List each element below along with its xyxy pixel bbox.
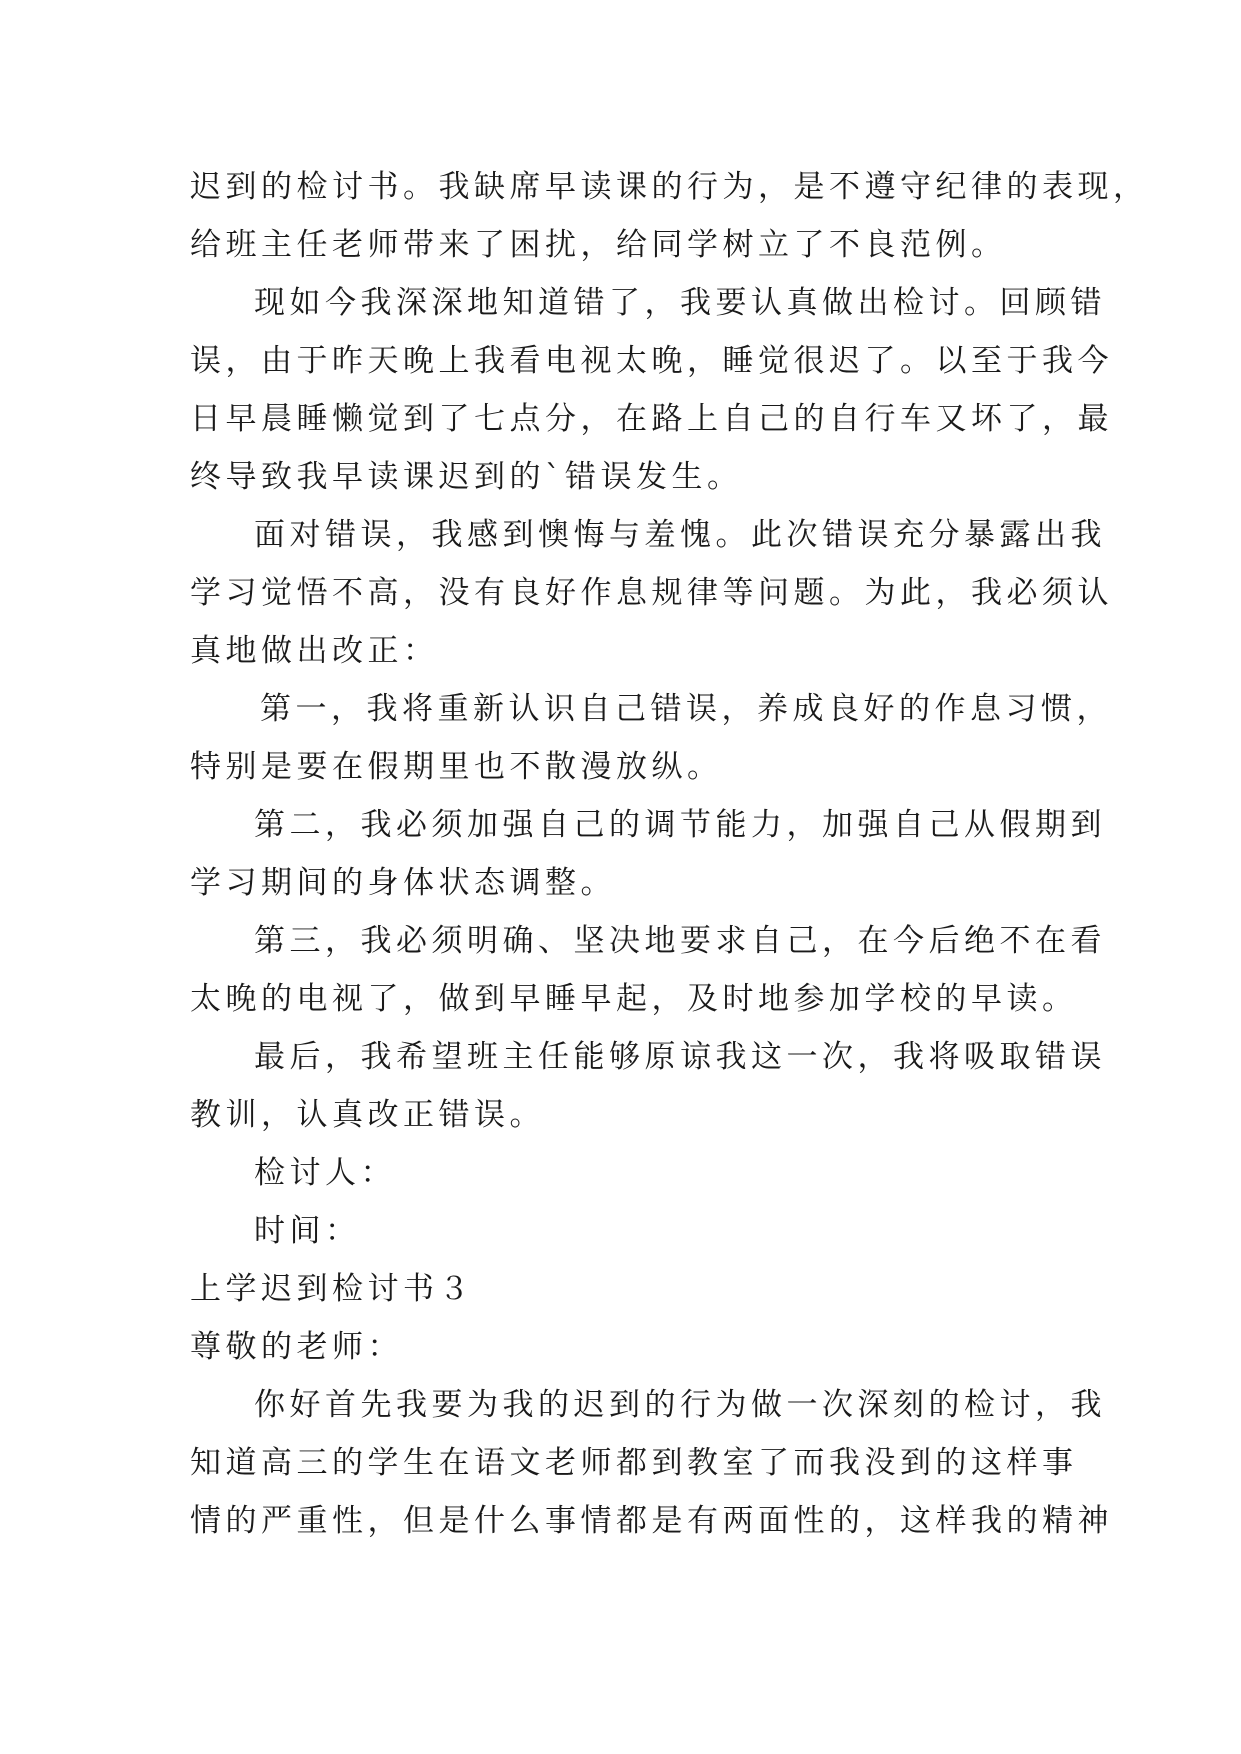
text-line: 知道高三的学生在语文老师都到教室了而我没到的这样事	[190, 1445, 1078, 1481]
section-title: 上学迟到检讨书３	[190, 1271, 474, 1307]
text-line: 学习期间的身体状态调整。	[190, 865, 616, 901]
signature-label: 检讨人：	[254, 1155, 396, 1191]
text-line: 情的严重性，但是什么事情都是有两面性的，这样我的精神	[190, 1503, 1113, 1539]
paragraph-start: 最后，我希望班主任能够原谅我这一次，我将吸取错误	[254, 1039, 1106, 1075]
text-line: 终导致我早读课迟到的`错误发生。	[190, 459, 743, 495]
paragraph-start: 面对错误，我感到懊悔与羞愧。此次错误充分暴露出我	[254, 517, 1106, 553]
salutation: 尊敬的老师：	[190, 1329, 403, 1365]
paragraph-start: 你好首先我要为我的迟到的行为做一次深刻的检讨，我	[254, 1387, 1106, 1423]
text-line: 迟到的检讨书。我缺席早读课的行为，是不遵守纪律的表现，	[190, 169, 1149, 205]
text-line: 给班主任老师带来了困扰，给同学树立了不良范例。	[190, 227, 1007, 263]
text-line: 太晚的电视了，做到早睡早起，及时地参加学校的早读。	[190, 981, 1078, 1017]
date-label: 时间：	[254, 1213, 361, 1249]
text-line: 特别是要在假期里也不散漫放纵。	[190, 749, 723, 785]
document-body	[190, 158, 1149, 1550]
text-line: 教训，认真改正错误。	[190, 1097, 545, 1133]
list-item-second: 第二，我必须加强自己的调节能力，加强自己从假期到	[254, 807, 1106, 843]
text-line: 日早晨睡懒觉到了七点分，在路上自己的自行车又坏了，最	[190, 401, 1113, 437]
paragraph-start: 现如今我深深地知道错了，我要认真做出检讨。回顾错	[254, 285, 1106, 321]
text-line: 学习觉悟不高，没有良好作息规律等问题。为此，我必须认	[190, 575, 1113, 611]
text-line: 真地做出改正：	[190, 633, 439, 669]
list-item-first: 第一，我将重新认识自己错误，养成良好的作息习惯，	[260, 691, 1112, 727]
list-item-third: 第三，我必须明确、坚决地要求自己，在今后绝不在看	[254, 923, 1106, 959]
text-line: 误，由于昨天晚上我看电视太晚，睡觉很迟了。以至于我今	[190, 343, 1113, 379]
